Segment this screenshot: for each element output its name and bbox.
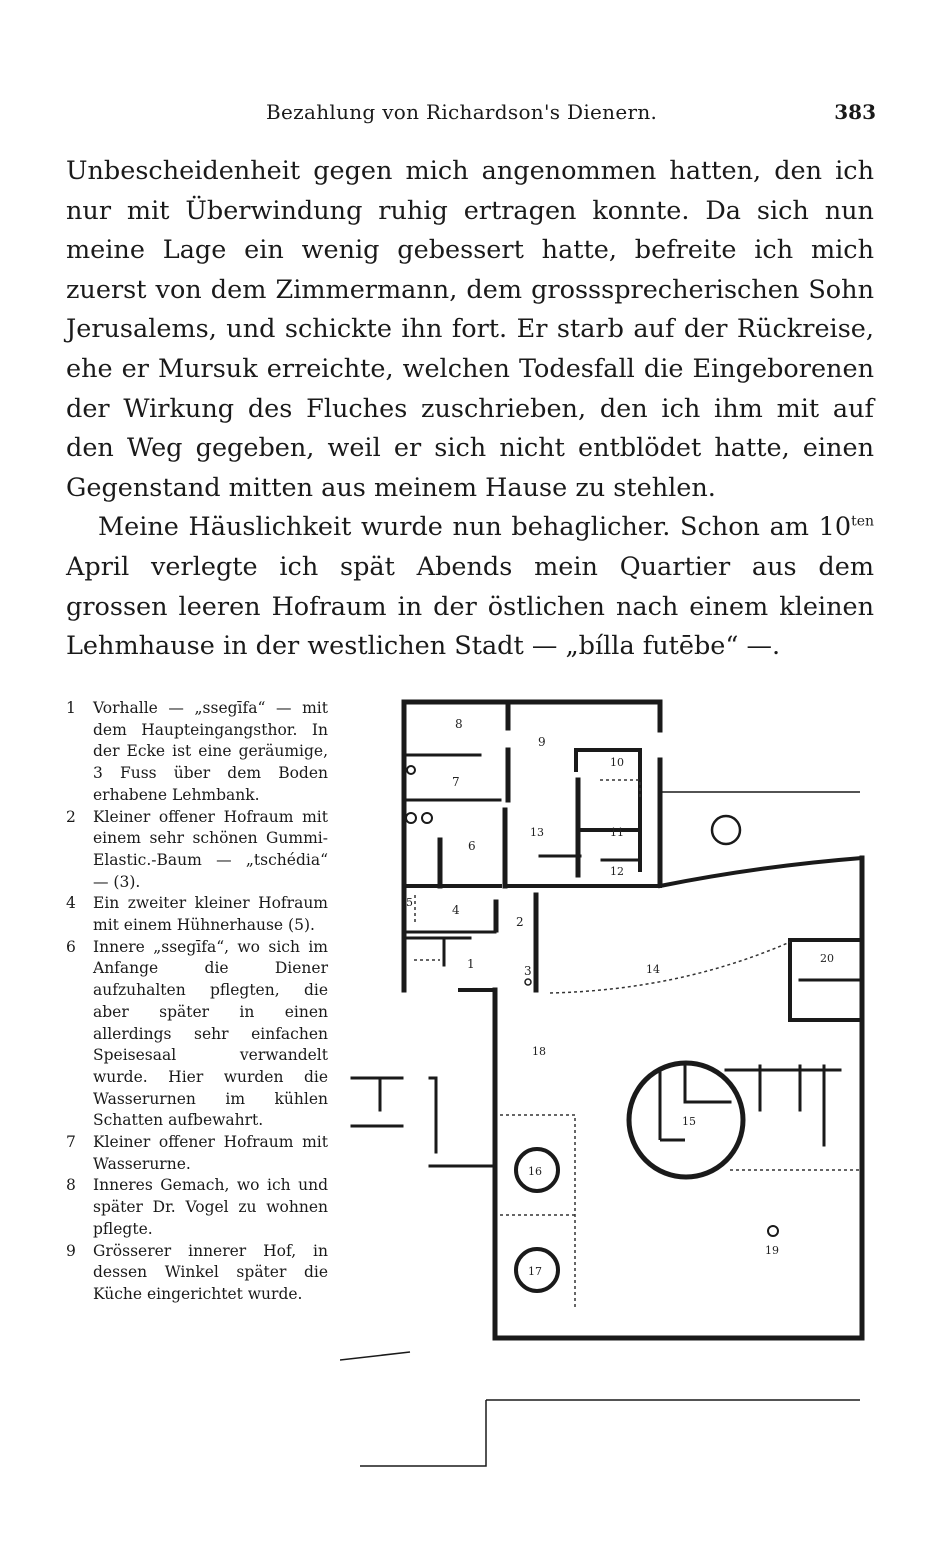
legend-text: Vorhalle — „ssegīfa“ — mit dem Haupteingangsthor. In der Ecke ist eine geräumige, 3 Fuss über dem Boden erhabene Lehmbank.	[93, 699, 328, 804]
legend-item	[66, 1241, 328, 1306]
running-header	[66, 100, 876, 130]
running-title: Bezahlung von Richardson's Dienern.	[266, 100, 658, 124]
plan-label: 16	[528, 1165, 542, 1178]
plan-label: 17	[528, 1265, 542, 1278]
legend-text: Kleiner offener Hofraum mit einem sehr schönen Gummi-Elastic.-Baum — „tschédia“ — (3).	[93, 807, 328, 891]
legend-number: 9	[66, 1241, 76, 1260]
plan-outside-lines	[340, 792, 860, 1466]
legend-item	[66, 1175, 328, 1240]
plan-label: 18	[532, 1045, 546, 1058]
plan-label: 13	[530, 826, 544, 839]
item-19-circle	[768, 1226, 778, 1236]
plan-label: 15	[682, 1115, 696, 1128]
plan-label: 7	[452, 775, 460, 789]
legend-item	[66, 807, 328, 894]
legend-number: 2	[66, 807, 76, 826]
legend-text: Grösserer innerer Hof, in dessen Winkel später die Küche eingerichtet wurde.	[93, 1241, 328, 1303]
plan-label: 20	[820, 952, 834, 965]
plan-label: 8	[455, 717, 463, 731]
plan-label: 10	[610, 756, 624, 769]
legend-text: Inneres Gemach, wo ich und später Dr. Vogel zu wohnen pflegte.	[93, 1176, 328, 1238]
legend-text: Kleiner offener Hofraum mit Wasserurne.	[93, 1133, 328, 1173]
plan-label: 12	[610, 865, 624, 878]
well-circle	[712, 816, 740, 844]
legend-number: 7	[66, 1133, 76, 1152]
plan-label: 19	[765, 1244, 779, 1257]
superscript: ten	[851, 513, 874, 530]
legend-item	[66, 893, 328, 936]
legend-item	[66, 1132, 328, 1175]
legend-item	[66, 698, 328, 807]
plan-room-walls-15	[660, 1070, 685, 1140]
legend-number: 1	[66, 699, 76, 717]
urn-small-circle	[407, 766, 415, 774]
plan-label: 4	[452, 903, 460, 917]
legend-text: Innere „ssegīfa“, wo sich im Anfange die Diener aufzuhalten pflegten, die aber später in einen allerdings sehr einfachen Speisesaal verwandelt wurde. Hier wurden die Wasserurnen im kühlen Schatten aufbewahrt.	[93, 937, 328, 1130]
plan-legend	[66, 698, 328, 1306]
legend-item	[66, 937, 328, 1132]
tree-circle	[525, 979, 531, 985]
legend-number: 6	[66, 937, 76, 956]
legend-number: 8	[66, 1176, 76, 1195]
plan-walls	[352, 702, 862, 1338]
plan-label: 2	[516, 915, 524, 929]
plan-label: 5	[406, 896, 413, 909]
plan-label: 3	[524, 964, 532, 978]
plan-label: 6	[468, 839, 476, 853]
legend-number: 4	[66, 894, 76, 913]
house-floor-plan	[340, 690, 870, 1490]
body-text	[66, 152, 874, 667]
paragraph-text: April verlegte ich spät Abends mein Quartier aus dem grossen leeren Hofraum in der östlichen nach einem kleinen Lehmhause in der westlichen Stadt — „bílla futēbe“ —.	[66, 551, 874, 662]
paragraph	[66, 508, 874, 666]
paragraph-text: Meine Häuslichkeit wurde nun behaglicher. Schon am 10	[98, 512, 852, 543]
urn-small-circle	[406, 813, 416, 823]
plan-label: 14	[646, 963, 660, 976]
plan-circles	[406, 766, 778, 1291]
plan-label: 11	[610, 826, 624, 839]
plan-label: 9	[538, 735, 546, 749]
page-number: 383	[834, 100, 876, 124]
paragraph: Unbescheidenheit gegen mich angenommen hatten, den ich nur mit Überwindung ruhig ertragen konnte. Da sich nun meine Lage ein wenig gebessert hatte, befreite ich mich zuerst von dem Zimmermann, dem grosssprecherischen Sohn Jerusalems, und schickte ihn fort. Er starb auf der Rückreise, ehe er Mursuk erreichte, welchen Todesfall die Eingeborenen der Wirkung des Fluches zuschrieben, den ich ihm mit auf den Weg gegeben, weil er sich nicht entblödet hatte, einen Gegenstand mitten aus meinem Hause zu stehlen.	[66, 156, 874, 503]
legend-text: Ein zweiter kleiner Hofraum mit einem Hühnerhause (5).	[93, 894, 328, 935]
urn-small-circle	[422, 813, 432, 823]
plan-label: 1	[467, 957, 475, 971]
